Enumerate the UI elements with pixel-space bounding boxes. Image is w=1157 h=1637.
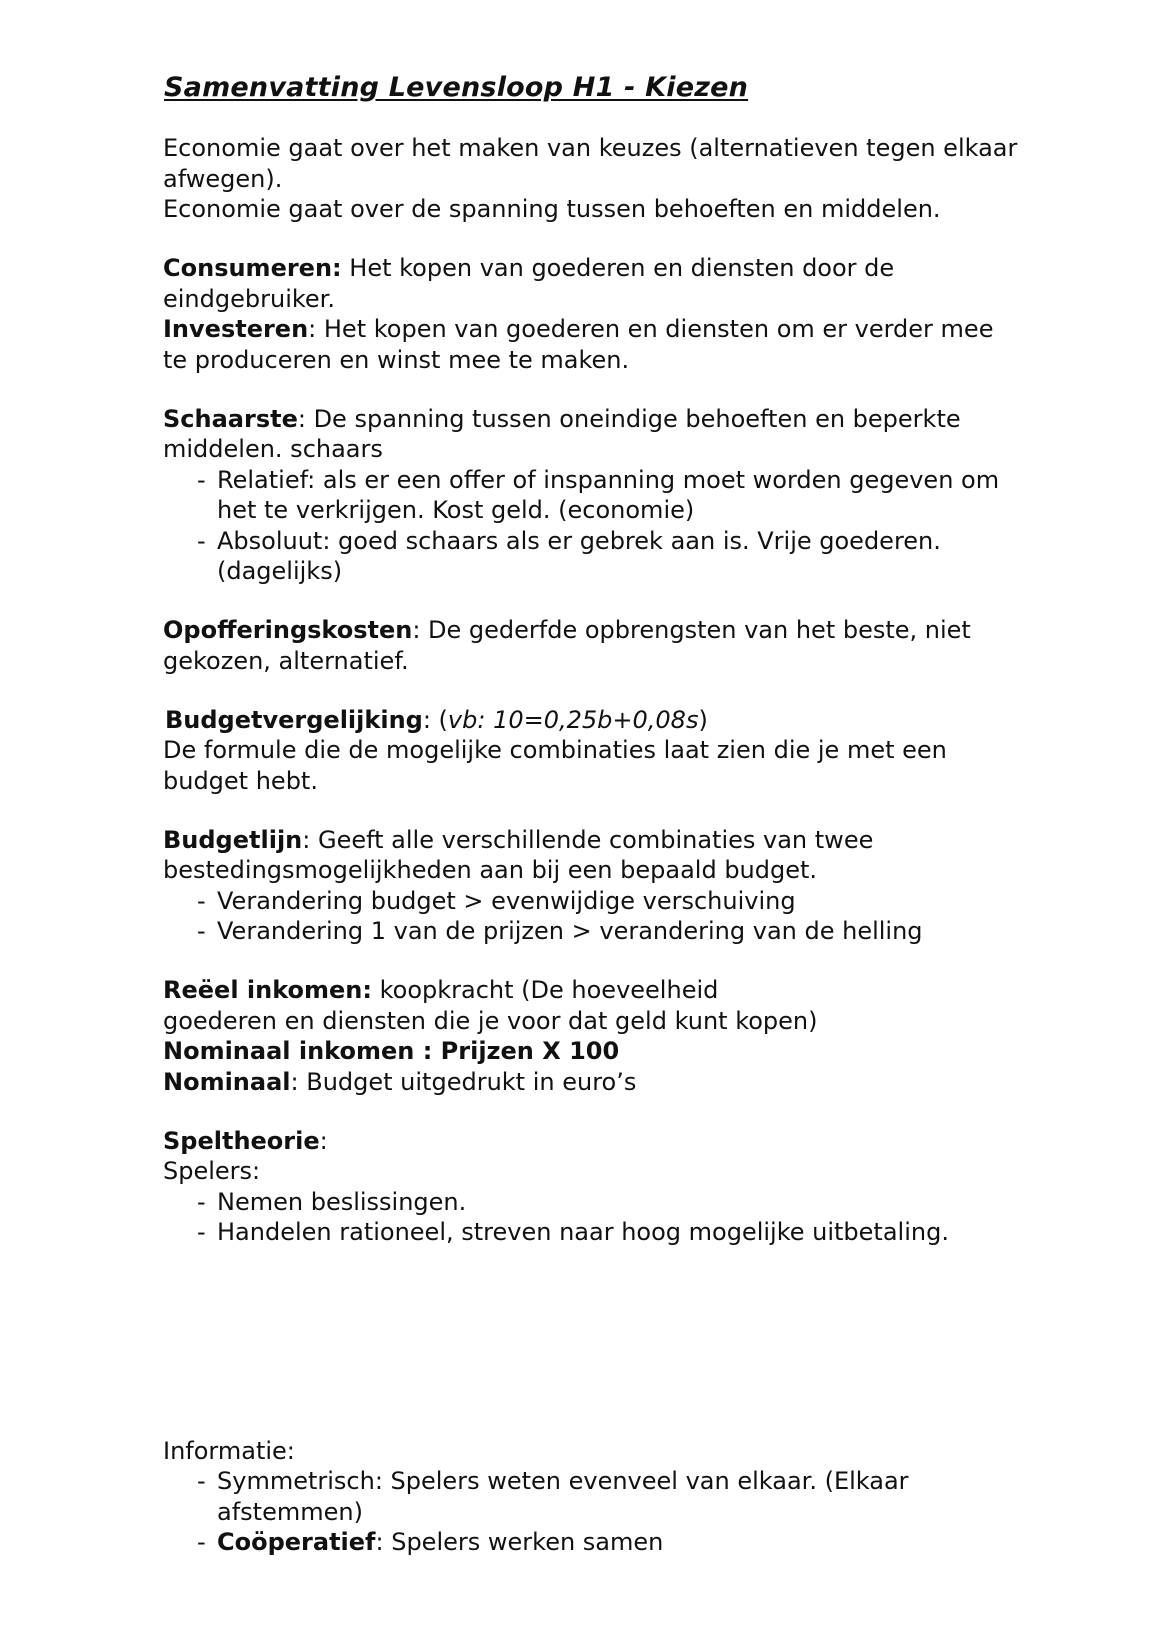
document-title: Samenvatting Levensloop H1 - Kiezen	[164, 72, 749, 103]
list-item: - Relatief: als er een offer of inspanning moet worden gegeven om het te verkrijgen. Kost geld. (economie)	[197, 465, 1023, 526]
list-item: - Verandering budget > evenwijdige verschuiving	[197, 886, 1023, 917]
list-item: - Handelen rationeel, streven naar hoog mogelijke uitbetaling.	[197, 1217, 1023, 1248]
term-investeren: Investeren	[163, 315, 309, 343]
term-opofferingskosten: Opofferingskosten	[163, 616, 413, 644]
term-cooperatief: Coöperatief	[217, 1528, 376, 1556]
list-item: - Nemen beslissingen.	[197, 1187, 1023, 1218]
list-item: - Coöperatief: Spelers werken samen	[197, 1527, 1023, 1558]
definition-nominaal: Nominaal: Budget uitgedrukt in euro’s	[163, 1067, 637, 1096]
informatie-label: Informatie:	[163, 1436, 295, 1465]
budgetvergelijking-description: De formule die de mogelijke combinaties laat zien die je met een budget hebt.	[163, 736, 947, 795]
list-item: - Verandering 1 van de prijzen > verandering van de helling	[197, 916, 1023, 947]
term-schaarste: Schaarste	[163, 404, 298, 433]
term-speltheorie: Speltheorie	[163, 1126, 320, 1155]
document-page	[163, 72, 1023, 1558]
spelers-list	[163, 1187, 1023, 1248]
term-consumeren: Consumeren:	[163, 254, 342, 282]
schaarste-list	[163, 465, 1023, 587]
definition-reeel-inkomen: Reëel inkomen: koopkracht (De hoeveelheid goederen en diensten die je voor dat geld kunt kopen) Nominaal inkomen : Prijzen X 100	[163, 976, 818, 1065]
definition-budgetlijn: Budgetlijn: Geeft alle verschillende combinaties van twee bestedingsmogelijkheden aan bij een bepaald budget.	[163, 825, 874, 884]
budgetlijn-list	[163, 886, 1023, 947]
intro-line-2: Economie gaat over de spanning tussen behoeften en middelen.	[163, 195, 941, 223]
definition-schaarste: Schaarste: De spanning tussen oneindige behoeften en beperkte middelen. schaars	[163, 404, 961, 463]
term-nominaal: Nominaal	[163, 1067, 291, 1096]
list-item: - Symmetrisch: Spelers weten evenveel van elkaar. (Elkaar afstemmen)	[197, 1466, 957, 1527]
term-budgetlijn: Budgetlijn	[163, 825, 303, 854]
heading-speltheorie: Speltheorie:	[163, 1126, 328, 1155]
definition-consumeren: Consumeren: Het kopen van goederen en diensten door de eindgebruiker.	[163, 254, 895, 313]
definition-opofferingskosten: Opofferingskosten: De gederfde opbrengsten van het beste, niet gekozen, alternatief.	[163, 616, 971, 675]
term-reeel-inkomen: Reëel inkomen:	[163, 976, 372, 1004]
nominaal-inkomen-formula: Nominaal inkomen : Prijzen X 100	[163, 1037, 620, 1065]
list-item: - Absoluut: goed schaars als er gebrek aan is. Vrije goederen. (dagelijks)	[197, 526, 1023, 587]
intro-line-1: Economie gaat over het maken van keuzes (alternatieven tegen elkaar afwegen).	[163, 134, 1018, 193]
informatie-list	[163, 1466, 1023, 1558]
definition-investeren: Investeren: Het kopen van goederen en diensten om er verder mee te produceren en winst mee te maken.	[163, 315, 994, 374]
formula-example: vb: 10=0,25b+0,08s	[447, 705, 699, 734]
spelers-label: Spelers:	[163, 1157, 261, 1185]
definition-budgetvergelijking: Budgetvergelijking: (vb: 10=0,25b+0,08s)	[165, 705, 708, 734]
term-budgetvergelijking: Budgetvergelijking	[165, 705, 423, 734]
